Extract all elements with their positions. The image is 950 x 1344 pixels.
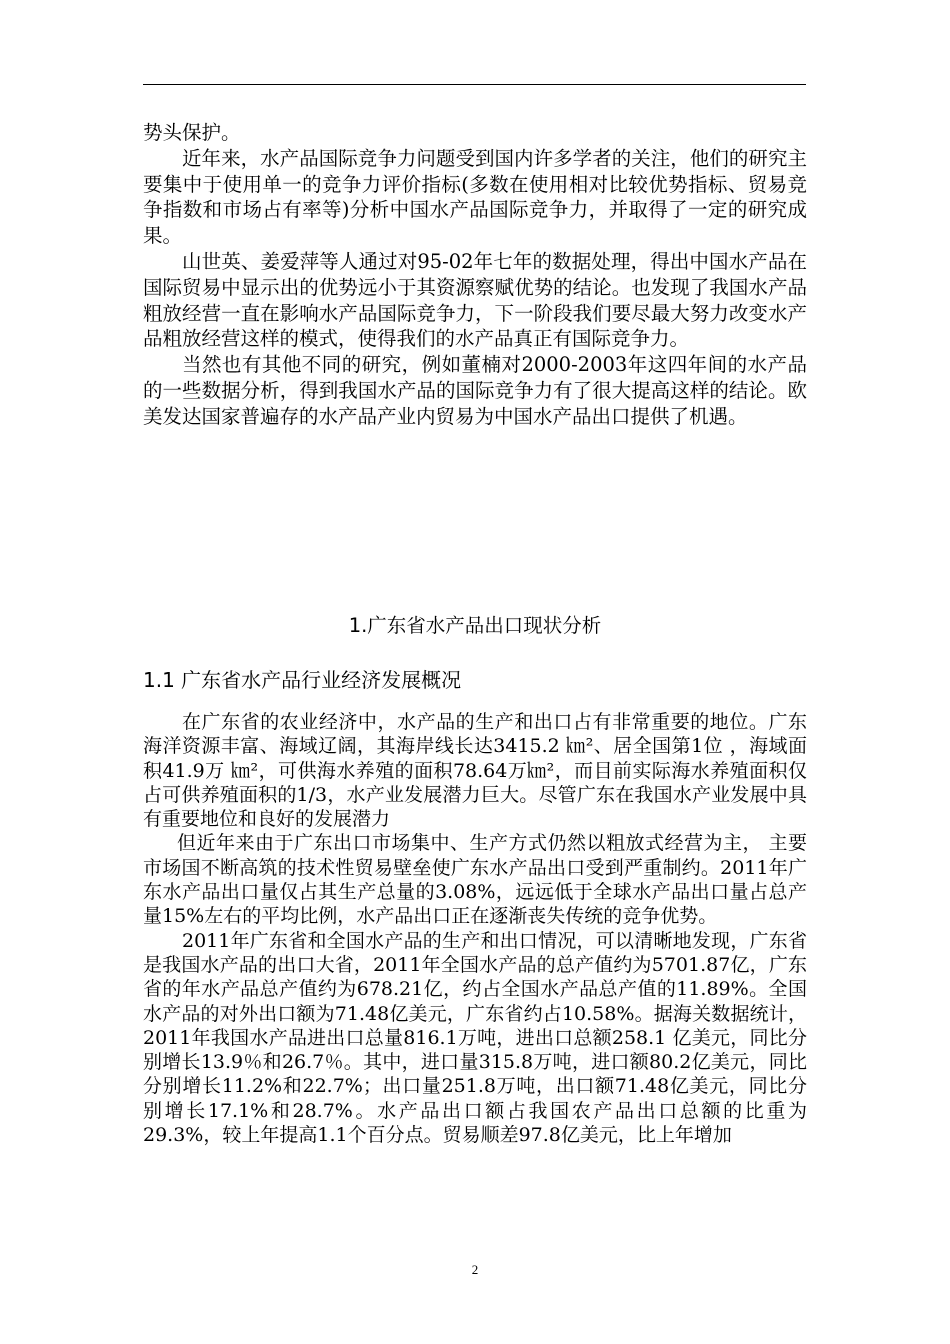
section-paragraph: 在广东省的农业经济中，水产品的生产和出口占有非常重要的地位。广东海洋资源丰富、海域辽阔，其海岸线长达3415.2 ㎞²、居全国第1位 ，海域面积41.9万 ㎞²，可供海水养殖的面积78.64万㎞²，而目前实际海水养殖面积仅占可供养殖面积的1/3，水产业发展潜力巨大。尽管广东在我国水产业发展中具有重要地位和良好的发展潜力 bbox=[143, 711, 807, 831]
section-paragraph: 2011年广东省和全国水产品的生产和出口情况，可以清晰地发现，广东省是我国水产品的出口大省，2011年全国水产品的总产值约为5701.87亿，广东省的年水产品总产值约为678.21亿，约占全国水产品总产值的11.89%。全国水产品的对外出口额为71.48亿美元，广东省约占10.58%。据海关数据统计，2011年我国水产品进出口总量816.1万吨，进出口总额258.1 亿美元，同比分别增长13.9％和26.7％。其中，进口量315.8万吨，进口额80.2亿美元，同比分别增长11.2%和22.7%；出口量251.8万吨，出口额71.48亿美元，同比分别增长17.1%和28.7%。水产品出口额占我国农产品出口总额的比重为29.3%，较上年提高1.1个百分点。贸易顺差97.8亿美元，比上年增加 bbox=[143, 929, 807, 1147]
intro-paragraph: 近年来，水产品国际竞争力问题受到国内许多学者的关注，他们的研究主要集中于使用单一的竞争力评价指标(多数在使用相对比较优势指标、贸易竞争指数和市场占有率等)分析中国水产品国际竞争力，并取得了一定的研究成果。 bbox=[143, 146, 807, 248]
section-title: 1.广东省水产品出口现状分析 bbox=[348, 614, 602, 637]
intro-text-block bbox=[143, 120, 807, 430]
section-paragraph: 但近年来由于广东出口市场集中、生产方式仍然以粗放式经营为主， 主要市场国不断高筑的技术性贸易壁垒使广东水产品出口受到严重制约。2011年广东水产品出口量仅占其生产总量的3.08%，远远低于全球水产品出口量占总产量15%左右的平均比例，水产品出口正在逐渐丧失传统的竞争优势。 bbox=[143, 832, 807, 928]
section-text-block bbox=[143, 710, 807, 1147]
intro-paragraph: 当然也有其他不同的研究，例如董楠对2000-2003年这四年间的水产品的一些数据分析，得到我国水产品的国际竞争力有了很大提高这样的结论。欧美发达国家普遍存的水产品产业内贸易为中国水产品出口提供了机遇。 bbox=[143, 353, 807, 428]
header-rule bbox=[143, 84, 806, 85]
subsection-title: 1.1 广东省水产品行业经济发展概况 bbox=[143, 668, 462, 692]
intro-paragraph: 山世英、姜爱萍等人通过对95-02年七年的数据处理，得出中国水产品在国际贸易中显示出的优势远小于其资源察赋优势的结论。也发现了我国水产品粗放经营一直在影响水产品国际竞争力，下一阶段我们要尽最大努力改变水产品粗放经营这样的模式，使得我们的水产品真正有国际竞争力。 bbox=[143, 249, 807, 351]
page-number: 2 bbox=[471, 1262, 479, 1277]
intro-paragraph-continued: 势头保护。 bbox=[143, 121, 241, 144]
